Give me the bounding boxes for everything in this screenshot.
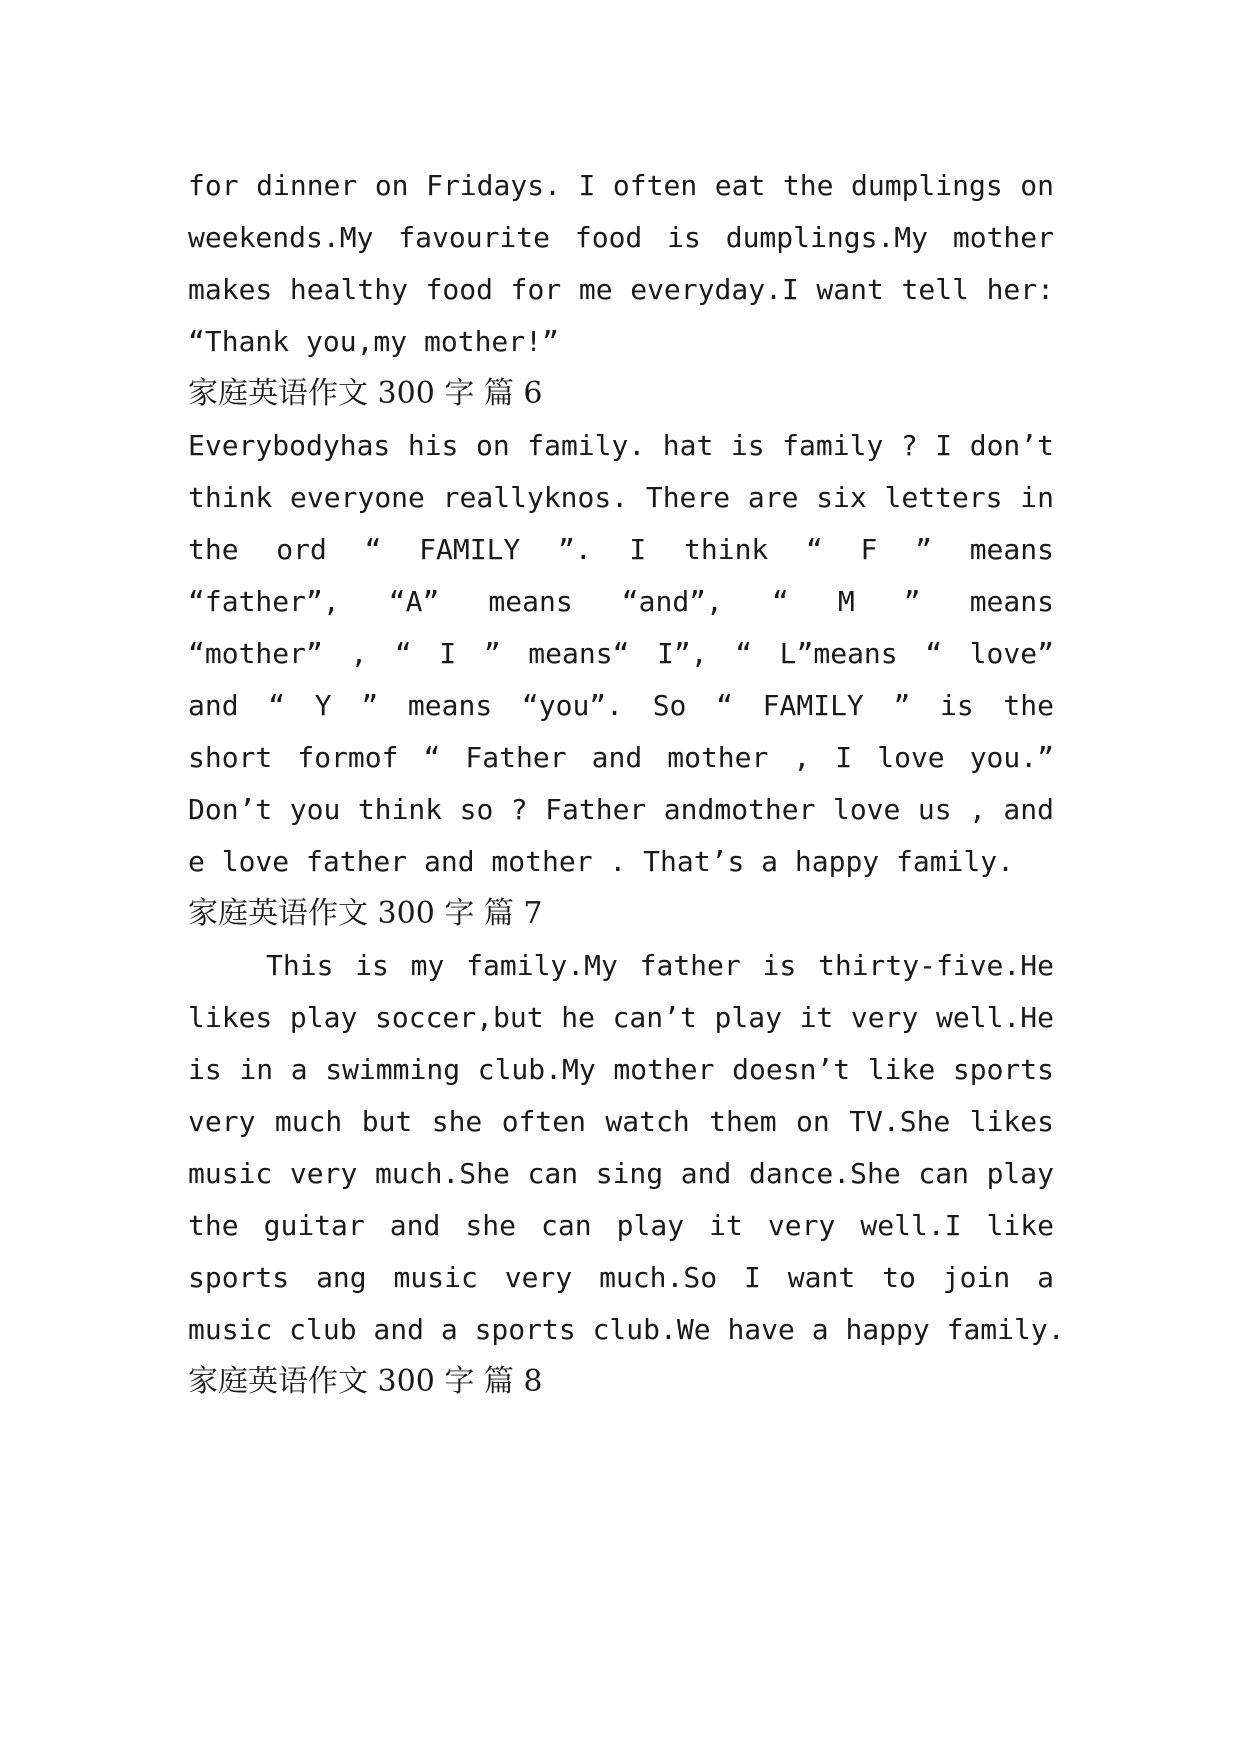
paragraph-line: short formof “ Father and mother , I love you.” (188, 741, 1054, 774)
section-heading-8: 家庭英语作文 300 字 篇 8 (188, 1364, 543, 1399)
paragraph-line: music club and a sports club.We have a happy family. (188, 1313, 1065, 1346)
paragraph-line: the guitar and she can play it very well.I like (188, 1209, 1054, 1242)
paragraph-line: music very much.She can sing and dance.She can play (188, 1157, 1054, 1190)
paragraph-line: very much but she often watch them on TV.She likes (188, 1105, 1054, 1138)
paragraph-line: Don’t you think so ? Father andmother love us , and (188, 793, 1054, 826)
paragraph-line: Everybodyhas his on family. hat is family ? I don’t (188, 429, 1054, 462)
section-heading-7: 家庭英语作文 300 字 篇 7 (188, 896, 543, 931)
paragraph-line: the ord “ FAMILY ”. I think “ F ” means (188, 533, 1054, 566)
paragraph-line: “mother” , “ I ” means“ I”, “ L”means “ love” (188, 637, 1054, 670)
paragraph-line: “Thank you,my mother!” (188, 325, 559, 358)
paragraph-line: is in a swimming club.My mother doesn’t like sports (188, 1053, 1054, 1086)
paragraph-line: think everyone reallyknos. There are six letters in (188, 481, 1054, 514)
paragraph-line: weekends.My favourite food is dumplings.My mother (188, 221, 1054, 254)
paragraph-line: sports ang music very much.So I want to join a (188, 1261, 1054, 1294)
paragraph-line: makes healthy food for me everyday.I want tell her: (188, 273, 1054, 306)
paragraph-line: This is my family.My father is thirty-five.He (266, 949, 1054, 982)
section-heading-6: 家庭英语作文 300 字 篇 6 (188, 376, 543, 411)
paragraph-line: likes play soccer,but he can’t play it very well.He (188, 1001, 1054, 1034)
paragraph-line: and “ Y ” means “you”. So “ FAMILY ” is the (188, 689, 1054, 722)
paragraph-line: e love father and mother . That’s a happy family. (188, 845, 1015, 878)
paragraph-line: for dinner on Fridays. I often eat the dumplings on (188, 169, 1054, 202)
paragraph-line: “father”, “A” means “and”, “ M ” means (188, 585, 1054, 618)
